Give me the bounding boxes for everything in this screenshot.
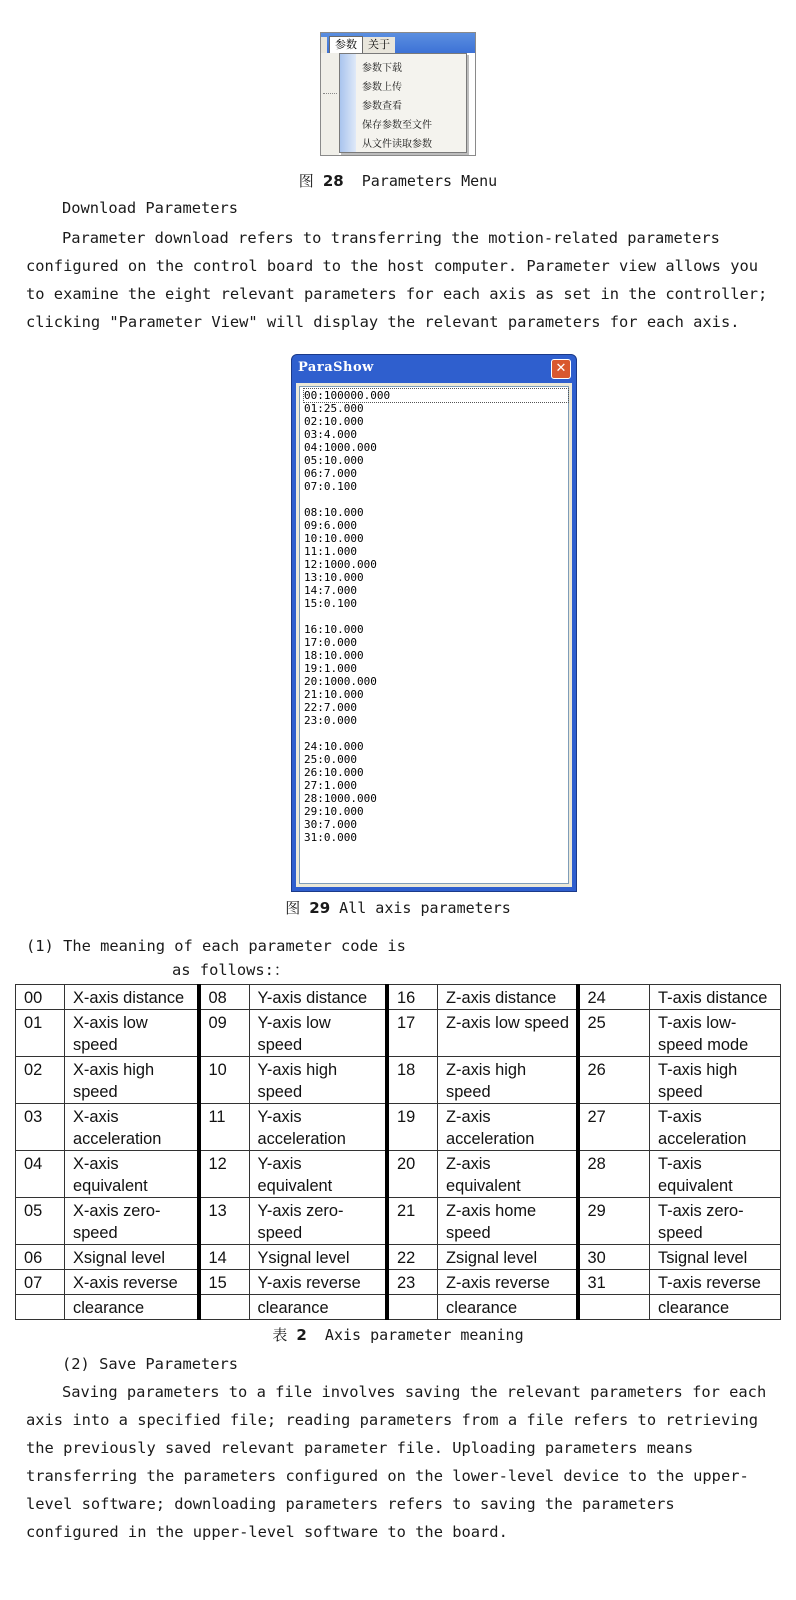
list-item[interactable]: 26:10.000	[304, 766, 364, 779]
parameter-code-cell: 27	[578, 1104, 650, 1151]
parameter-meaning-cell: Z-axis acceleration	[438, 1104, 578, 1151]
parameter-code-cell: 15	[199, 1270, 250, 1295]
table-intro: (1) The meaning of each parameter code is as follows:：	[26, 937, 406, 979]
menu-item-read-from-file[interactable]: 从文件读取参数	[362, 139, 432, 150]
parameter-meaning-cell: Ysignal level	[249, 1245, 387, 1270]
parameter-code-cell	[387, 1295, 438, 1320]
parameter-meaning-cell: X-axis low speed	[65, 1010, 199, 1057]
save-body: Saving parameters to a file involves saving the relevant parameters for each axis into a specified file; reading parameters from a file refers to retrieving the previously saved relevant parameter file. Uploading parameters means transferring the parameters configured on the lower-level device to the upper-level software; downloading parameters refers to saving the parameters configured in the upper-level software to the board.	[26, 1383, 767, 1541]
download-heading: Download Parameters	[62, 199, 239, 217]
parameter-code-cell	[199, 1295, 250, 1320]
list-item[interactable]: 23:0.000	[304, 714, 357, 727]
parameter-meaning-cell: clearance	[65, 1295, 199, 1320]
parameter-code-cell: 25	[578, 1010, 650, 1057]
parameter-code-cell: 21	[387, 1198, 438, 1245]
parameter-meaning-cell: Z-axis low speed	[438, 1010, 578, 1057]
parameter-meaning-cell: X-axis acceleration	[65, 1104, 199, 1151]
parameter-code-cell	[16, 1295, 65, 1320]
parameter-meaning-cell: Z-axis home speed	[438, 1198, 578, 1245]
parameter-meaning-cell: Y-axis zero-speed	[249, 1198, 387, 1245]
table-2-caption: 表 2 Axis parameter meaning	[272, 1326, 524, 1344]
parameter-code-cell: 22	[387, 1245, 438, 1270]
parameter-meaning-cell: Z-axis equivalent	[438, 1151, 578, 1198]
parameter-code-cell: 06	[16, 1245, 65, 1270]
menu-parameters[interactable]: 参数	[329, 36, 363, 53]
axis-parameter-table	[15, 984, 781, 1320]
parameter-meaning-cell: X-axis distance	[65, 985, 199, 1010]
list-item[interactable]: 18:10.000	[304, 649, 364, 662]
parameter-meaning-cell: T-axis equivalent	[650, 1151, 781, 1198]
close-icon[interactable]: ✕	[551, 359, 571, 379]
window-title: ParaShow	[298, 360, 374, 375]
parameter-meaning-cell: clearance	[438, 1295, 578, 1320]
parameter-meaning-cell: T-axis acceleration	[650, 1104, 781, 1151]
list-item[interactable]: 24:10.000	[304, 740, 364, 753]
parashow-window	[291, 354, 577, 892]
table-row	[16, 1198, 781, 1245]
parameter-meaning-cell: X-axis equivalent	[65, 1151, 199, 1198]
parameter-code-cell: 07	[16, 1270, 65, 1295]
menu-bar-stub	[321, 37, 327, 53]
download-body: Parameter download refers to transferring the motion-related parameters configured on the control board to the host computer. Parameter view allows you to examine the eight relevant parameters for each axis as set in the controller; clicking "Parameter View" will display the relevant parameters for each axis.	[26, 229, 768, 331]
parameter-meaning-cell: Y-axis equivalent	[249, 1151, 387, 1198]
list-item[interactable]: 11:1.000	[304, 545, 357, 558]
parameter-listbox[interactable]	[299, 386, 569, 884]
parameter-code-cell: 17	[387, 1010, 438, 1057]
table-row	[16, 1270, 781, 1295]
parameter-code-cell: 31	[578, 1270, 650, 1295]
list-item[interactable]: 31:0.000	[304, 831, 357, 844]
parameter-code-cell: 20	[387, 1151, 438, 1198]
figure-28-caption: 图 28 Parameters Menu	[298, 172, 498, 190]
parameter-meaning-cell: Tsignal level	[650, 1245, 781, 1270]
list-item[interactable]: 01:25.000	[304, 402, 364, 415]
parameter-meaning-cell: T-axis zero-speed	[650, 1198, 781, 1245]
parameters-menu-screenshot	[320, 32, 476, 156]
list-item[interactable]: 29:10.000	[304, 805, 364, 818]
parameter-meaning-cell: Z-axis distance	[438, 985, 578, 1010]
parameter-code-cell: 11	[199, 1104, 250, 1151]
parameter-code-cell: 05	[16, 1198, 65, 1245]
menu-item-download[interactable]: 参数下载	[362, 63, 402, 74]
table-row	[16, 1104, 781, 1151]
parameter-code-cell: 12	[199, 1151, 250, 1198]
list-item[interactable]: 21:10.000	[304, 688, 364, 701]
menu-item-upload[interactable]: 参数上传	[362, 82, 402, 93]
parameter-meaning-cell: Y-axis reverse	[249, 1270, 387, 1295]
list-item[interactable]: 06:7.000	[304, 467, 357, 480]
parameter-code-cell: 02	[16, 1057, 65, 1104]
parameter-meaning-cell: Y-axis high speed	[249, 1057, 387, 1104]
table-row	[16, 1295, 781, 1320]
parameter-code-cell: 08	[199, 985, 250, 1010]
parameter-meaning-cell: Y-axis acceleration	[249, 1104, 387, 1151]
list-item[interactable]: 27:1.000	[304, 779, 357, 792]
list-item[interactable]: 13:10.000	[304, 571, 364, 584]
parameter-code-cell: 26	[578, 1057, 650, 1104]
list-item[interactable]: 05:10.000	[304, 454, 364, 467]
parameters-dropdown	[339, 53, 467, 153]
parameter-code-cell: 00	[16, 985, 65, 1010]
table-row	[16, 1245, 781, 1270]
parameter-code-cell: 18	[387, 1057, 438, 1104]
parameter-code-cell: 03	[16, 1104, 65, 1151]
parameter-meaning-cell: Z-axis high speed	[438, 1057, 578, 1104]
dropdown-icon-strip	[340, 54, 356, 152]
window-body	[296, 383, 572, 887]
list-item[interactable]: 03:4.000	[304, 428, 357, 441]
list-item[interactable]: 02:10.000	[304, 415, 364, 428]
parameter-meaning-cell: clearance	[249, 1295, 387, 1320]
list-item[interactable]: 22:7.000	[304, 701, 357, 714]
parameter-code-cell: 13	[199, 1198, 250, 1245]
menu-bar	[321, 33, 475, 53]
list-item[interactable]: 10:10.000	[304, 532, 364, 545]
list-item[interactable]: 08:10.000	[304, 506, 364, 519]
table-row	[16, 1057, 781, 1104]
parameter-code-cell: 29	[578, 1198, 650, 1245]
list-item[interactable]: 15:0.100	[304, 597, 357, 610]
parameter-meaning-cell: Y-axis low speed	[249, 1010, 387, 1057]
parameter-code-cell: 16	[387, 985, 438, 1010]
list-item[interactable]: 09:6.000	[304, 519, 357, 532]
parameter-meaning-cell: Xsignal level	[65, 1245, 199, 1270]
parameter-meaning-cell: X-axis zero-speed	[65, 1198, 199, 1245]
list-item[interactable]: 16:10.000	[304, 623, 364, 636]
list-item[interactable]: 12:1000.000	[304, 558, 377, 571]
list-item[interactable]: 14:7.000	[304, 584, 357, 597]
parameter-meaning-cell: Z-axis reverse	[438, 1270, 578, 1295]
menu-about[interactable]: 关于	[363, 37, 395, 53]
figure-29-caption: 图 29 All axis parameters	[285, 899, 511, 917]
parameter-code-cell: 09	[199, 1010, 250, 1057]
list-item[interactable]: 19:1.000	[304, 662, 357, 675]
parameter-code-cell: 19	[387, 1104, 438, 1151]
menu-item-view[interactable]: 参数查看	[362, 101, 402, 112]
parameter-meaning-cell: T-axis high speed	[650, 1057, 781, 1104]
menu-item-save-to-file[interactable]: 保存参数至文件	[362, 120, 432, 131]
parameter-code-cell: 14	[199, 1245, 250, 1270]
list-item[interactable]: 00:100000.000	[304, 389, 568, 402]
parameter-meaning-cell: X-axis high speed	[65, 1057, 199, 1104]
parameter-meaning-cell: T-axis distance	[650, 985, 781, 1010]
parameter-code-cell	[578, 1295, 650, 1320]
parameter-code-cell: 04	[16, 1151, 65, 1198]
parameter-meaning-cell: Zsignal level	[438, 1245, 578, 1270]
list-item[interactable]: 25:0.000	[304, 753, 357, 766]
parameter-meaning-cell: T-axis reverse	[650, 1270, 781, 1295]
table-row	[16, 1010, 781, 1057]
parameter-meaning-cell: Y-axis distance	[249, 985, 387, 1010]
list-item[interactable]: 30:7.000	[304, 818, 357, 831]
table-row	[16, 1151, 781, 1198]
parameter-meaning-cell: X-axis reverse	[65, 1270, 199, 1295]
menu-window-edge	[321, 53, 339, 155]
parameter-meaning-cell: clearance	[650, 1295, 781, 1320]
list-item[interactable]: 17:0.000	[304, 636, 357, 649]
parameter-code-cell: 28	[578, 1151, 650, 1198]
list-item[interactable]: 20:1000.000	[304, 675, 377, 688]
table-row	[16, 985, 781, 1010]
save-heading: (2) Save Parameters	[62, 1355, 239, 1373]
parameter-code-cell: 24	[578, 985, 650, 1010]
parameter-code-cell: 10	[199, 1057, 250, 1104]
parameter-code-cell: 30	[578, 1245, 650, 1270]
parameter-meaning-cell: T-axis low-speed mode	[650, 1010, 781, 1057]
parameter-code-cell: 01	[16, 1010, 65, 1057]
list-item[interactable]: 28:1000.000	[304, 792, 377, 805]
parameter-code-cell: 23	[387, 1270, 438, 1295]
list-item[interactable]: 04:1000.000	[304, 441, 377, 454]
list-item[interactable]: 07:0.100	[304, 480, 357, 493]
